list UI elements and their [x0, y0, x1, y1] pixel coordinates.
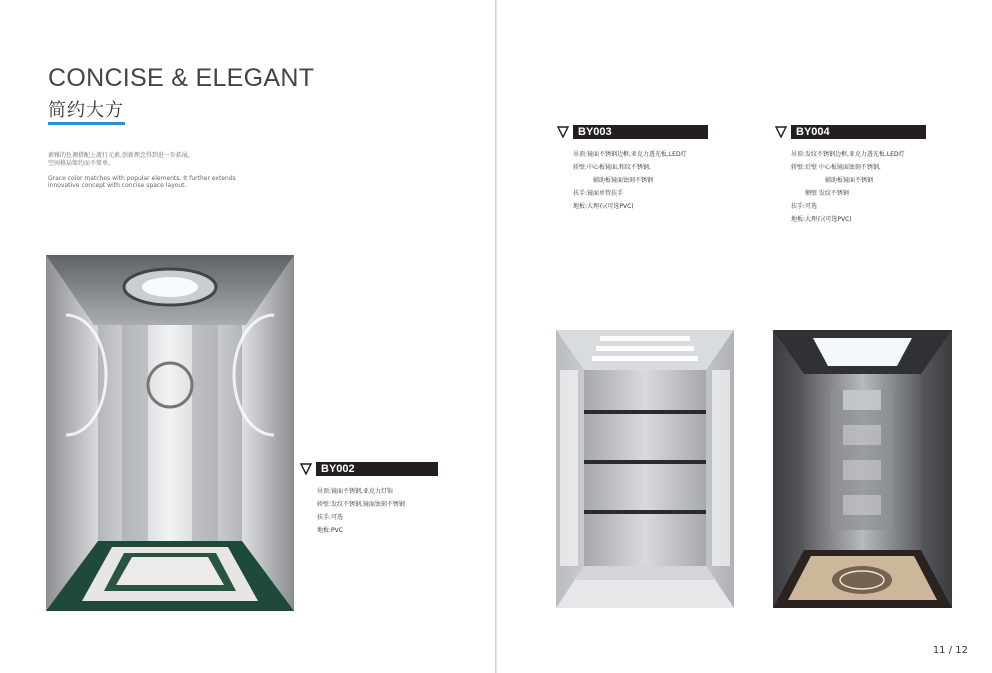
spec-line: 扶手:可选: [791, 203, 818, 210]
spec-line: 地板:大理石(可选PVC): [573, 203, 634, 210]
specs-by004: [791, 148, 905, 226]
triangle-down-outline-icon: [775, 126, 787, 138]
title-underline: [48, 122, 125, 125]
intro-zh-line2: 空间格局简约而不简单。: [48, 160, 115, 167]
spec-line: 吊顶:镜面不锈钢边框,亚克力透光板,LED灯: [573, 151, 687, 158]
model-code-by002: BY002: [316, 462, 438, 476]
elevator-photo-by003: [556, 330, 734, 608]
elevator-photo-by004: [773, 330, 952, 608]
title-english: CONCISE & ELEGANT: [48, 64, 315, 92]
spec-line: 吊顶:发纹不锈钢边框,亚克力透光板,LED灯: [791, 151, 905, 158]
spec-line: 扶手:可选: [317, 514, 344, 521]
intro-en-line1: Grace color matches with popular elements. It further extends: [48, 175, 236, 182]
triangle-down-outline-icon: [557, 126, 569, 138]
spec-line: 轿壁:中心板镜面,和纹不锈钢,: [573, 164, 651, 171]
spec-line: 扶手:镜面单管扶手: [573, 190, 624, 197]
spec-line: 侧壁 发纹不锈钢: [805, 190, 849, 197]
intro-zh-line1: 素雅的色调搭配上流行元素,创新理念得到进一步拓展,: [48, 152, 190, 159]
title-chinese: 简约大方: [48, 100, 124, 121]
model-tag-by003: [557, 125, 708, 139]
page-spine: [495, 0, 497, 673]
spec-line: 轿壁:后壁 中心板镜面蚀刻不锈钢,: [791, 164, 881, 171]
spec-line: 地板:大理石(可选PVC): [791, 216, 852, 223]
spec-line: 轿壁:发纹不锈钢,镜面蚀刻不锈钢: [317, 501, 405, 508]
page-number: 11 / 12: [932, 645, 968, 656]
model-tag-by004: [775, 125, 926, 139]
spec-line: 地板:PVC: [317, 527, 343, 534]
spec-line: 吊顶:镜面不锈钢,亚克力灯饰: [317, 488, 393, 495]
elevator-photo-by002: [46, 255, 294, 611]
triangle-down-outline-icon: [300, 463, 312, 475]
model-code-by003: BY003: [573, 125, 708, 139]
model-tag-by002: [300, 462, 438, 476]
spec-line: 辅助板镜面蚀刻不锈钢: [593, 177, 654, 184]
spec-line: 辅助板镜面不锈钢: [825, 177, 874, 184]
specs-by003: [573, 148, 687, 213]
specs-by002: [317, 485, 405, 537]
intro-en-line2: innovative concept with concise space layout.: [48, 182, 187, 189]
model-code-by004: BY004: [791, 125, 926, 139]
